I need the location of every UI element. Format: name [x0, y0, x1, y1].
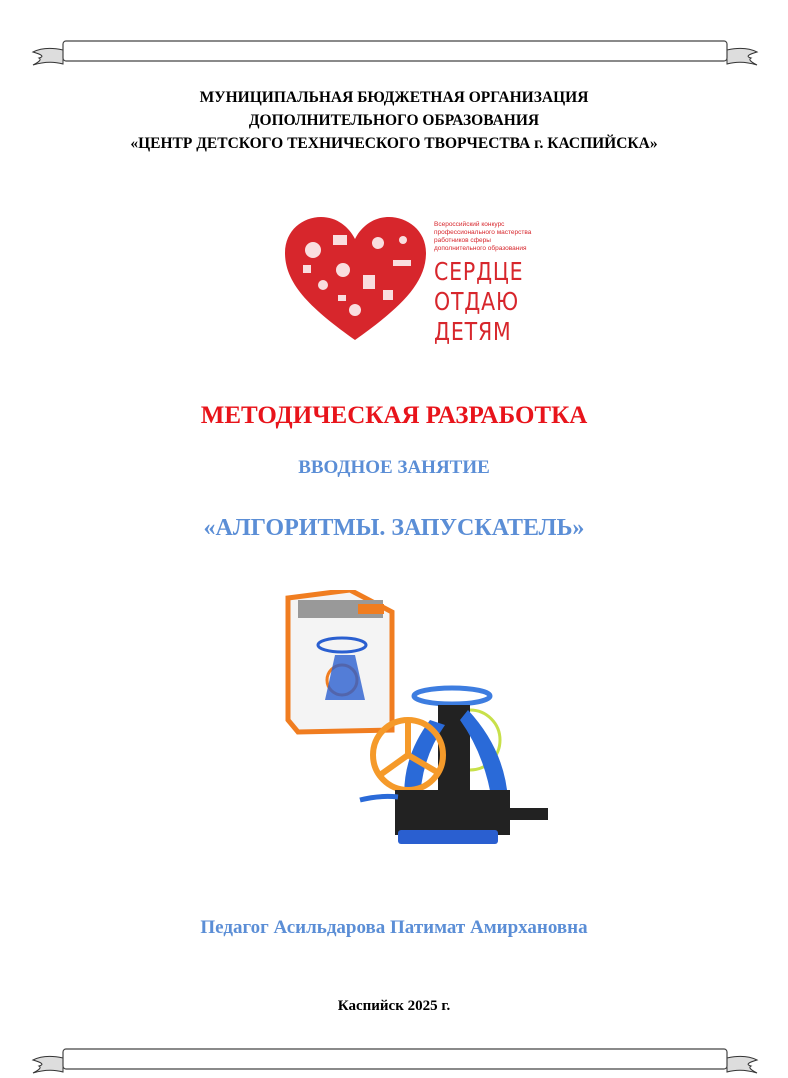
logo-line: СЕРДЦЕ — [434, 257, 524, 286]
contest-description: Всероссийский конкурс профессионального мастерства работников сферы дополнительного образования — [434, 221, 532, 252]
scroll-banner-top — [25, 38, 765, 68]
org-line: «ЦЕНТР ДЕТСКОГО ТЕХНИЧЕСКОГО ТВОРЧЕСТВА г. КАСПИЙСКА» — [130, 135, 658, 152]
logo-line: ДЕТЯМ — [434, 317, 512, 346]
document-subtitle: ВВОДНОЕ ЗАНЯТИЕ — [298, 457, 490, 478]
contest-logo-text — [434, 221, 544, 347]
org-line: МУНИЦИПАЛЬНАЯ БЮДЖЕТНАЯ ОРГАНИЗАЦИЯ — [199, 89, 589, 106]
org-line: ДОПОЛНИТЕЛЬНОГО ОБРАЗОВАНИЯ — [248, 112, 540, 129]
teacher-name: Педагог Асильдарова Патимат Амирхановна — [200, 917, 588, 938]
organization-name — [0, 86, 788, 155]
lesson-topic: «АЛГОРИТМЫ. ЗАПУСКАТЕЛЬ» — [203, 515, 585, 541]
vex-robot-kit-image — [280, 590, 560, 860]
heart-logo — [283, 215, 428, 345]
city-year: Каспийск 2025 г. — [337, 998, 451, 1014]
document-title: МЕТОДИЧЕСКАЯ РАЗРАБОТКА — [200, 402, 588, 429]
logo-line: ОТДАЮ — [434, 287, 519, 316]
scroll-banner-bottom — [25, 1046, 765, 1076]
